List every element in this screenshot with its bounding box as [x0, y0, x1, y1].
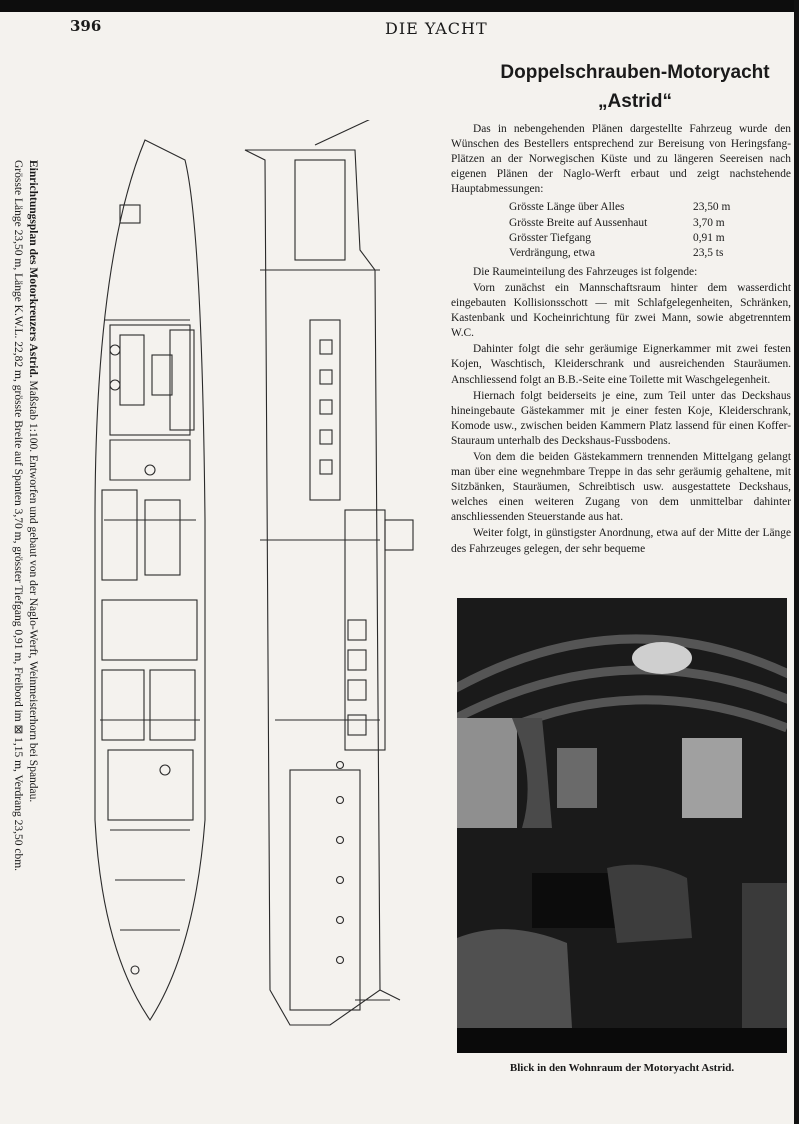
page-top-border [0, 0, 799, 12]
paragraph-deckhouse: Von dem die beiden Gästekammern trennenden Mittelgang gelangt man über eine wegnehmbare Treppe in das sehr geräumig gehaltene, mit Sitzbänken, Stauräumen, Schreibtisch usw. ausgestattete Deckshaus, welches einen weiteren Zugang von dem unmittelbar dahinter anschliessenden Steuerstande aus hat. [451, 450, 791, 524]
dimension-row [509, 216, 749, 231]
paragraph-layout-intro: Die Raumeinteilung des Fahrzeuges ist folgende: [473, 265, 698, 278]
plan-caption-line2: Grösste Länge 23,50 m, Länge K.W.L. 22,82 m, grösste Breite auf Spanten 3,70 m, grösster Tiefgang 0,91 m, Freibord im ⊠ 1,15 m, Verdrang 23,50 cbm. [12, 160, 24, 872]
dimension-row [509, 231, 749, 246]
page-right-border [794, 0, 799, 1124]
dimension-value: 23,50 m [693, 201, 731, 214]
dimension-value: 0,91 m [693, 231, 725, 244]
dimension-label: Grösster Tiefgang [509, 231, 591, 244]
plan-caption-title: Einrichtungsplan des Motorkreuzers Astrid. [27, 160, 39, 378]
plan-caption-line1 [25, 160, 40, 1010]
article-title-line2: „Astrid“ [598, 91, 672, 112]
dimension-label: Verdrängung, etwa [509, 246, 596, 259]
saloon-photo [457, 598, 787, 1053]
plan-caption [10, 160, 40, 1010]
article-body [451, 122, 791, 558]
paragraph-guest-cabins: Hiernach folgt beiderseits je eine, zum Teil unter das Deckshaus hineingebaute Gästekammer mit je einer festen Koje, Kleiderschrank, Komode usw., zwischen beiden Kammern Platz lassend für einen Koffer-Stauraum unterhalb des Deckshaus-Fussbodens. [451, 389, 791, 447]
plan-caption-rest: Maßstab 1:100. Entworfen und gebaut von der Naglo-Werft, Weinmeisterhorn bei Spandau. [27, 377, 39, 803]
paragraph-crew-room: Vorn zunächst ein Mannschaftsraum hinter dem wasserdicht eingebauten Kollisionsschott — mit Schlafgelegenheiten, Schränken, Kastenbank und Kocheinrichtung für zwei Mann, sowie abgetrenntem W.C. [451, 281, 791, 340]
dimensions-table [509, 200, 791, 260]
paragraph-continued: Weiter folgt, in günstigster Anordnung, etwa auf der Mitte der Länge des Fahrzeuges gelegen, der sehr bequeme [451, 527, 791, 555]
photo-caption: Blick in den Wohnraum der Motoryacht Astrid. [509, 1062, 735, 1074]
journal-title: DIE YACHT [385, 19, 488, 38]
dimension-value: 3,70 m [693, 216, 725, 229]
page-number: 396 [70, 17, 102, 35]
dimension-value: 23,5 ts [693, 246, 724, 259]
paragraph-owner-cabin: Dahinter folgt die sehr geräumige Eignerkammer mit zwei festen Kojen, Waschtisch, Kleiderschrank und ausreichenden Stauräumen. Anschliessend folgt an B.B.-Seite eine Toilette mit Waschgelegenheit. [451, 343, 791, 386]
dimension-row [509, 200, 749, 215]
yacht-plan-drawing [90, 120, 460, 1030]
paragraph-intro: Das in nebengehenden Plänen dargestellte Fahrzeug wurde den Wünschen des Bestellers entsprechend zur Bereisung von Heringsfang-Plätzen an der Norwegischen Küste und zu längeren Seereisen nach eigenen Plänen der Naglo-Werft erbaut und zeigt nachstehende Hauptabmessungen: [451, 123, 791, 196]
article-title-line1: Doppelschrauben-Motoryacht [500, 62, 770, 83]
dimension-label: Grösste Länge über Alles [509, 201, 625, 214]
dimension-row [509, 246, 749, 261]
dimension-label: Grösste Breite auf Aussenhaut [509, 216, 648, 229]
